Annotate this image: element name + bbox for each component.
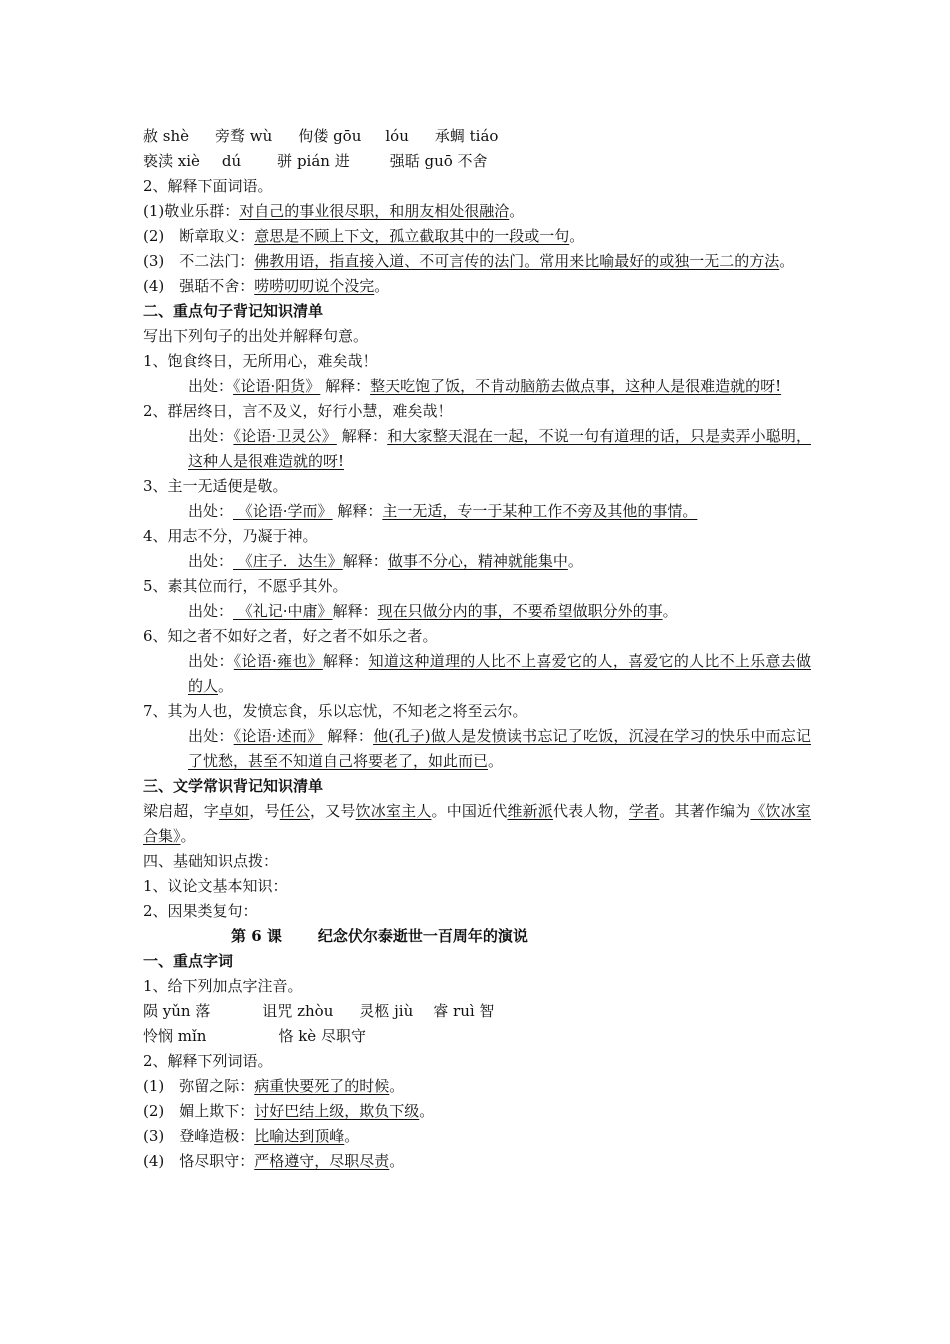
pinyin-item: 陨 yǔn 落 — [143, 1002, 211, 1020]
term-item: (1)敬业乐群：对自己的事业很尽职，和朋友相处很融洽。 — [143, 202, 525, 220]
pinyin-item: 亵渎 xiè — [143, 152, 200, 170]
pinyin-item: 灵柩 jiù — [359, 1002, 414, 1020]
literature-paragraph: 梁启超，字卓如，号任公，又号饮冰室主人。中国近代维新派代表人物，学者。其著作编为《饮冰室合集》。 — [143, 802, 811, 845]
sentence-source: 出处：《论语·阳货》 解释：整天吃饱了饭，不肯动脑筋去做点事，这种人是很难造就的呀! — [188, 377, 782, 395]
sentence-text: 6、知之者不如好之者，好之者不如乐之者。 — [143, 627, 438, 645]
section-heading: 一、重点字词 — [143, 952, 234, 970]
term-item: (3) 登峰造极：比喻达到顶峰。 — [143, 1127, 360, 1145]
section-heading: 三、文学常识背记知识清单 — [143, 777, 324, 795]
term-item: (4) 强聒不舍：唠唠叨叨说个没完。 — [143, 277, 390, 295]
pinyin-row-3 — [143, 999, 811, 1024]
pinyin-item: 怜悯 mǐn — [143, 1027, 207, 1045]
sentence-source: 出处： 《庄子．达生》解释：做事不分心，精神就能集中。 — [188, 552, 583, 570]
sentence-source: 出处：《论语·卫灵公》 解释：和大家整天混在一起，不说一句有道理的话，只是卖弄小聪明，这种人是很难造就的呀! — [188, 427, 811, 470]
list-item: 2、因果类复句： — [143, 902, 258, 920]
term-item: (2) 断章取义：意思是不顾上下文，孤立截取其中的一段或一句。 — [143, 227, 585, 245]
pinyin-item: 赦 shè — [143, 127, 190, 145]
sentence-source: 出处：《论语·雍也》解释：知道这种道理的人比不上喜爱它的人，喜爱它的人比不上乐意去做的人。 — [188, 652, 811, 695]
pinyin-item: 旁骛 wù — [215, 127, 273, 145]
pinyin-heading: 1、给下列加点字注音。 — [143, 977, 303, 995]
explain-heading: 2、解释下面词语。 — [143, 177, 273, 195]
list-item: 1、议论文基本知识： — [143, 877, 288, 895]
lesson-title: 第 6 课 纪念伏尔泰逝世一百周年的演说 — [231, 927, 528, 945]
term-item: (4) 恪尽职守：严格遵守，尽职尽责。 — [143, 1152, 405, 1170]
sentence-text: 2、群居终日，言不及义，好行小慧，难矣哉！ — [143, 402, 453, 420]
sentence-text: 1、饱食终日，无所用心，难矣哉！ — [143, 352, 378, 370]
sentence-source: 出处： 《礼记·中庸》解释：现在只做分内的事，不要希望做职分外的事。 — [188, 602, 678, 620]
sentence-text: 4、用志不分，乃凝于神。 — [143, 527, 318, 545]
pinyin-item: lóu — [385, 127, 409, 145]
section-intro: 写出下列句子的出处并解释句意。 — [143, 327, 369, 345]
section-heading: 四、基础知识点拨： — [143, 852, 279, 870]
pinyin-row-4 — [143, 1024, 811, 1049]
sentence-source: 出处：《论语·述而》 解释：他(孔子)做人是发愤读书忘记了吃饭，沉浸在学习的快乐中而忘记了忧愁，甚至不知道自己将要老了，如此而已。 — [188, 727, 811, 770]
term-item: (3) 不二法门：佛教用语，指直接入道、不可言传的法门。常用来比喻最好的或独一无二的方法。 — [143, 252, 795, 270]
explain-heading: 2、解释下列词语。 — [143, 1052, 273, 1070]
pinyin-item: 承蜩 tiáo — [434, 127, 499, 145]
pinyin-item: 骈 pián 进 — [277, 152, 350, 170]
section-heading: 二、重点句子背记知识清单 — [143, 302, 324, 320]
pinyin-item: 佝偻 gōu — [298, 127, 362, 145]
document-page — [143, 124, 811, 1174]
sentence-source: 出处： 《论语·学而》 解释：主一无适，专一于某种工作不旁及其他的事情。 — [188, 502, 698, 520]
term-item: (1) 弥留之际：病重快要死了的时候。 — [143, 1077, 405, 1095]
sentence-text: 5、素其位而行，不愿乎其外。 — [143, 577, 348, 595]
sentence-text: 3、主一无适便是敬。 — [143, 477, 288, 495]
pinyin-row-1 — [143, 124, 811, 149]
pinyin-item: 睿 ruì 智 — [433, 1002, 495, 1020]
pinyin-item: 诅咒 zhòu — [262, 1002, 334, 1020]
term-item: (2) 媚上欺下：讨好巴结上级，欺负下级。 — [143, 1102, 435, 1120]
sentence-text: 7、其为人也，发愤忘食，乐以忘忧，不知老之将至云尔。 — [143, 702, 528, 720]
pinyin-item: 恪 kè 尽职守 — [278, 1027, 366, 1045]
pinyin-item: dú — [221, 152, 242, 170]
pinyin-item: 强聒 guō 不舍 — [389, 152, 488, 170]
pinyin-row-2 — [143, 149, 811, 174]
